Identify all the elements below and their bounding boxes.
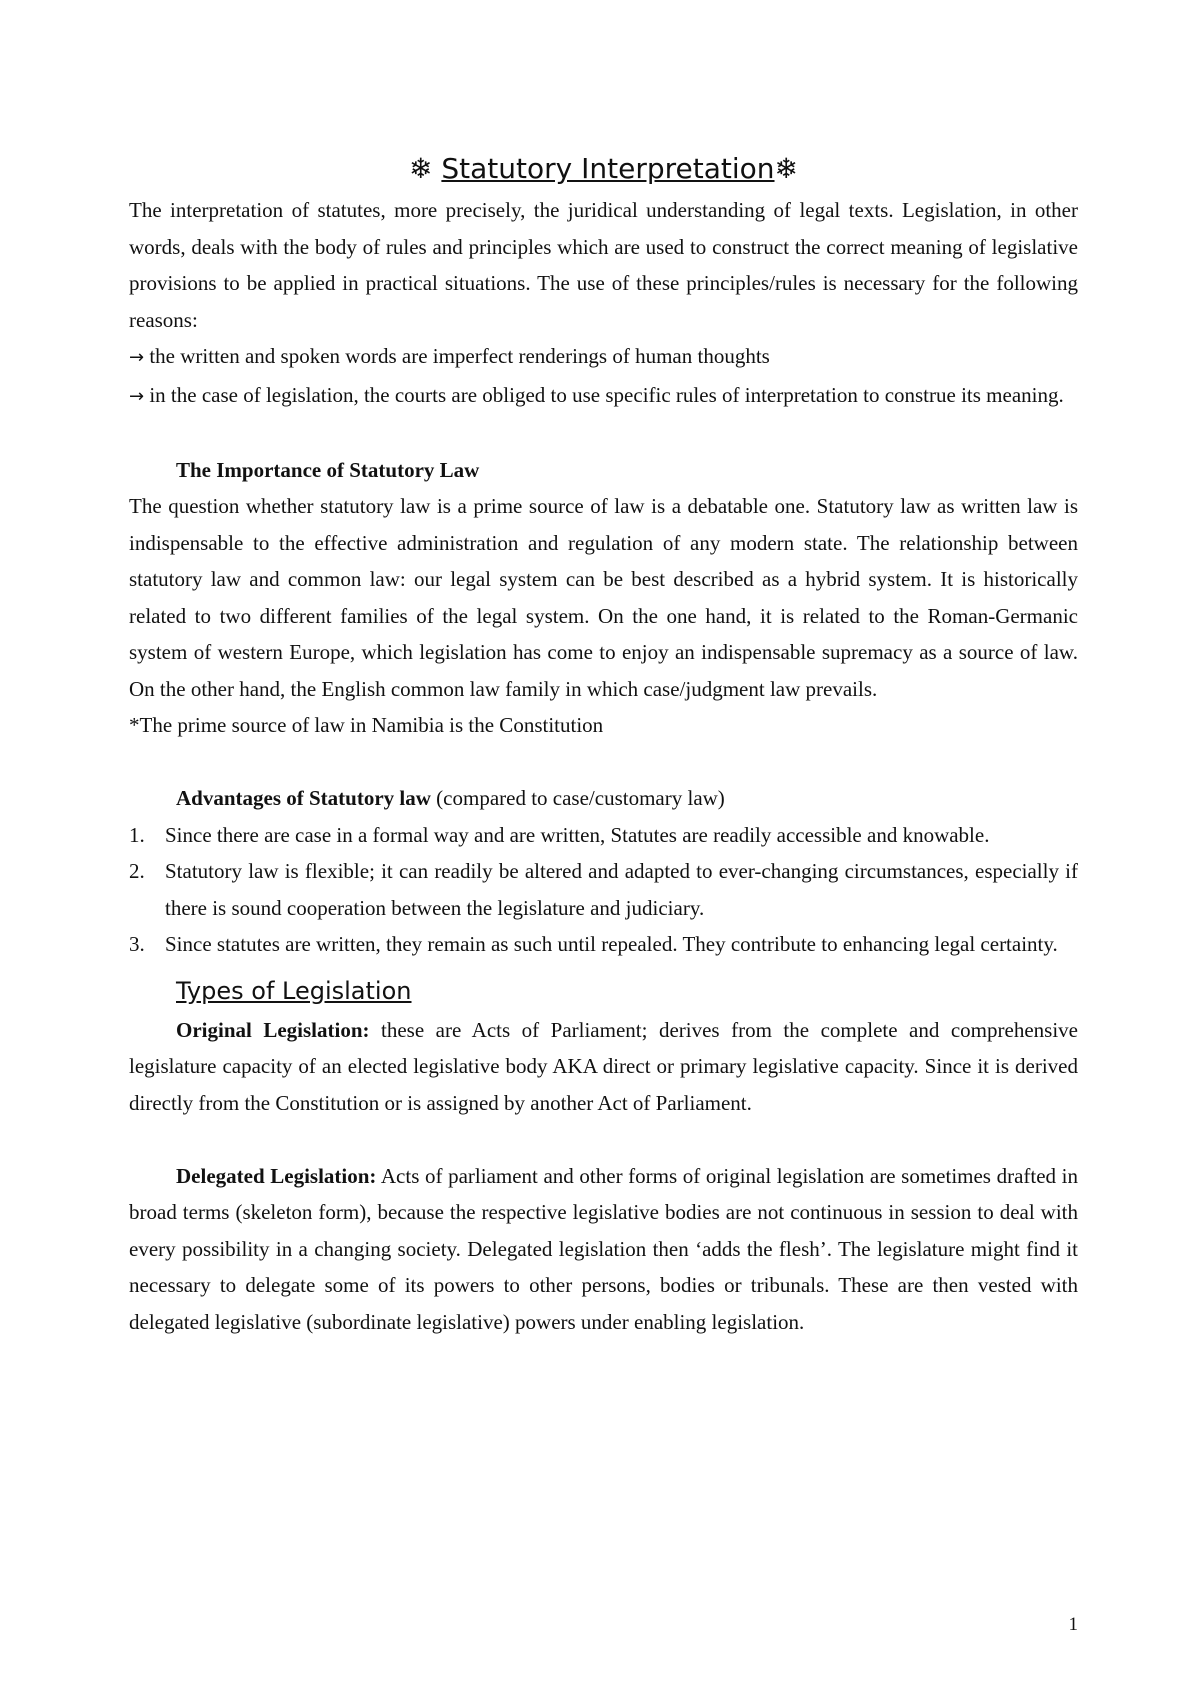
list-number: 1. (129, 822, 145, 847)
advantages-list (129, 817, 1078, 963)
page-content (129, 146, 1078, 1340)
reason-text: in the case of legislation, the courts are obliged to use specific rules of interpretation to construe its meaning. (149, 382, 1064, 407)
list-text: Since there are case in a formal way and are written, Statutes are readily accessible and knowable. (165, 822, 990, 847)
reason-item (129, 338, 1078, 377)
list-number: 3. (129, 932, 145, 956)
list-number: 2. (129, 859, 145, 883)
original-legislation-paragraph (129, 1012, 1078, 1122)
list-item (129, 817, 1078, 854)
title-text: Statutory Interpretation (441, 152, 775, 185)
arrow-right-icon: → (129, 347, 145, 368)
section-heading (129, 452, 1078, 489)
term-label: Delegated Legislation: (176, 1163, 377, 1188)
section-heading (129, 971, 1078, 1012)
term-text: Acts of parliament and other forms of original legislation are sometimes drafted in broad terms (skeleton form), because the respective legislative bodies are not continuous in session to deal with every possibility in a changing society. Delegated legislation then ‘adds the flesh’. The legislature might find it necessary to delegate some of its powers to other persons, bodies or tribunals. These are then vested with delegated legislative (subordinate legislative) powers under enabling legislation. (129, 1163, 1078, 1334)
heading-suffix: (compared to case/customary law) (430, 786, 725, 810)
list-text: Statutory law is flexible; it can readily be altered and adapted to ever-changing circumstances, especially if there is sound cooperation between the legislature and judiciary. (165, 859, 1078, 920)
page-title (129, 146, 1078, 192)
list-item (129, 926, 1078, 963)
importance-note: *The prime source of law in Namibia is the Constitution (129, 713, 604, 737)
reason-text: the written and spoken words are imperfect renderings of human thoughts (149, 344, 770, 368)
intro-paragraph: The interpretation of statutes, more precisely, the juridical understanding of legal texts. Legislation, in other words, deals with the body of rules and principles which are used to construct the correct meaning of legislative provisions to be applied in practical situations. The use of these principles/rules is necessary for the following reasons: (129, 198, 1078, 332)
arrow-right-icon: → (129, 385, 145, 407)
heading-text: Advantages of Statutory law (176, 786, 431, 810)
snowflake-icon: ❄ (409, 152, 433, 185)
section-heading (129, 780, 1078, 817)
delegated-legislation-paragraph (129, 1158, 1078, 1341)
list-text: Since statutes are written, they remain as such until repealed. They contribute to enhancing legal certainty. (165, 932, 1058, 956)
term-label: Original Legislation: (176, 1017, 370, 1042)
snowflake-icon: ❄ (774, 152, 798, 185)
heading-text: Types of Legislation (176, 976, 412, 1005)
heading-text: The Importance of Statutory Law (176, 457, 480, 482)
page-number: 1 (1068, 1614, 1078, 1635)
importance-paragraph: The question whether statutory law is a prime source of law is a debatable one. Statutory law as written law is indispensable to the effective administration and regulation of any modern state. The relationship between statutory law and common law: our legal system can be best described as a hybrid system. It is historically related to two different families of the legal system. On the one hand, it is related to the Roman-Germanic system of western Europe, which legislation has come to enjoy an indispensable supremacy as a source of law. On the other hand, the English common law family in which case/judgment law prevails. (129, 494, 1078, 701)
reason-item (129, 377, 1078, 416)
term-text: these are Acts of Parliament; derives from the complete and comprehensive legislature capacity of an elected legislative body AKA direct or primary legislative capacity. Since it is derived directly from the Constitution or is assigned by another Act of Parliament. (129, 1017, 1078, 1115)
list-item (129, 853, 1078, 926)
